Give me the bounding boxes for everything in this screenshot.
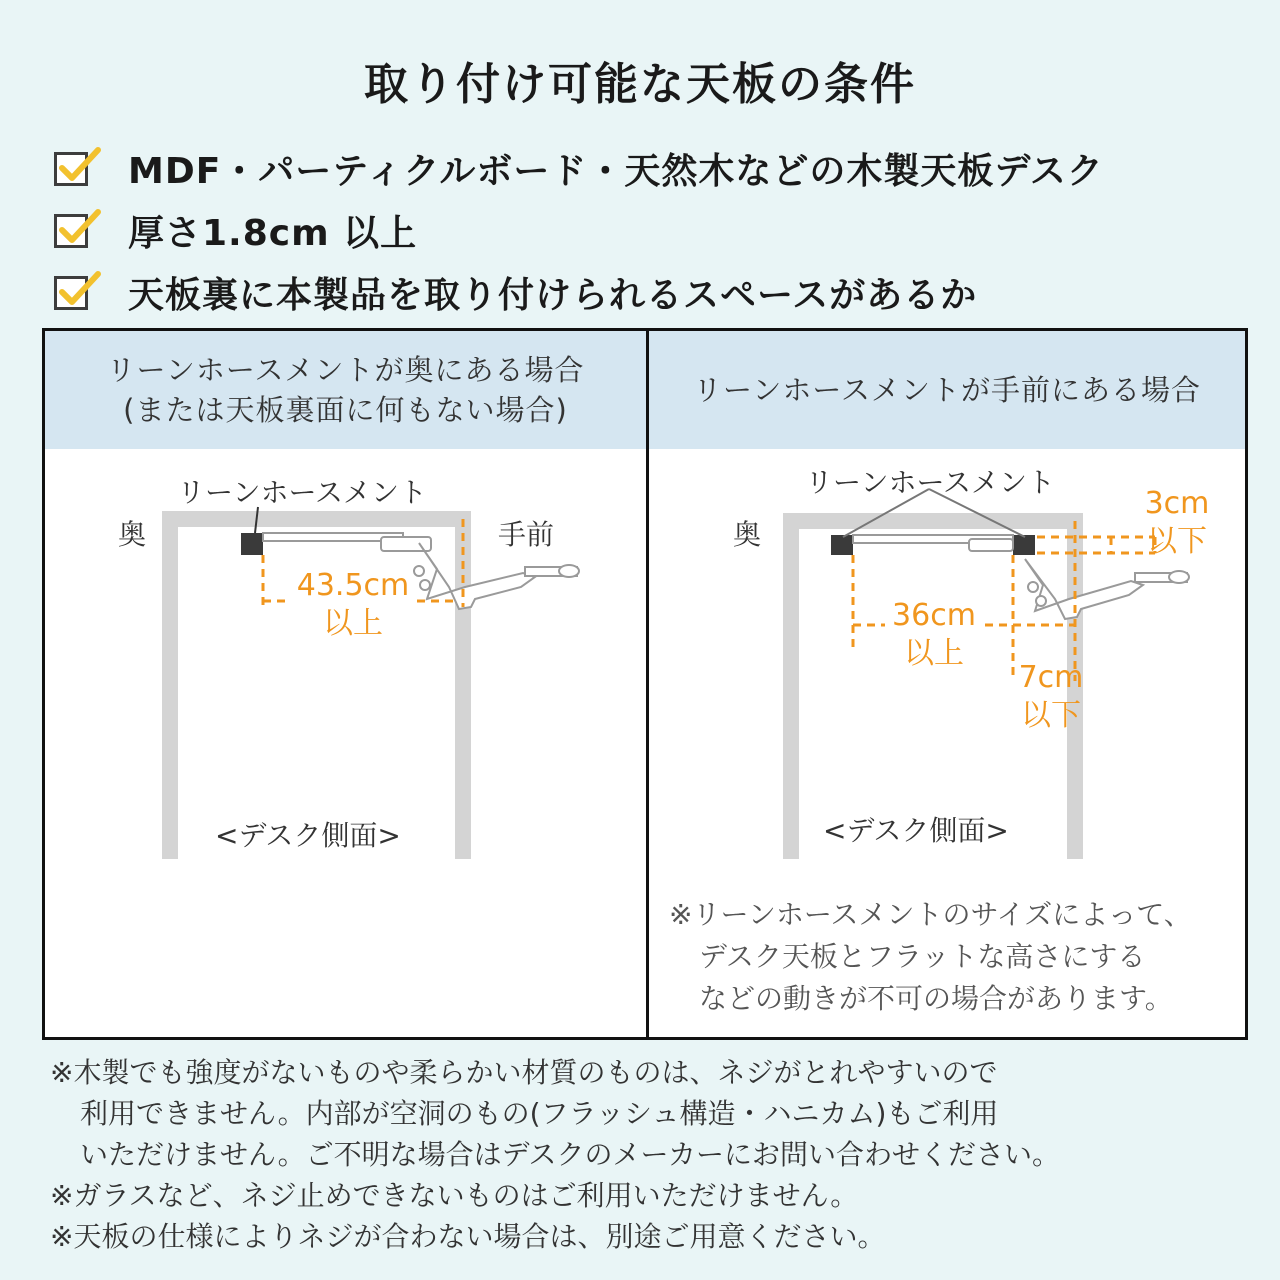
right-header-text: リーンホースメントが手前にある場合 [693, 373, 1201, 407]
left-header-line1: リーンホースメントが奥にある場合 [106, 353, 585, 387]
dimension-small-label: 7cm 以下 [1018, 660, 1084, 733]
footnote-line: 利用できません。内部が空洞のもの(フラッシュ構造・ハニカム)もご利用 [80, 1097, 999, 1130]
right-panel-note: ※リーンホースメントのサイズによって、 デスク天板とフラットな高さにする などの動きが不可の場合があります。 [669, 898, 1192, 1015]
left-diagram [45, 449, 646, 1037]
page-title: 取り付け可能な天板の条件 [364, 59, 916, 110]
footnote-line: ※天板の仕様によりネジが合わない場合は、別途ご用意ください。 [50, 1220, 886, 1253]
back-label: 奥 [733, 518, 762, 551]
front-label: 手前 [498, 518, 555, 551]
right-panel-header [649, 331, 1245, 449]
left-header-line2: (または天板裏面に何もない場合) [123, 393, 568, 427]
reinforcement-label: リーンホースメント [805, 466, 1056, 499]
condition-list [52, 138, 1104, 322]
dimension-top-label: 3cm 以下 [1144, 486, 1210, 559]
condition-item [52, 138, 1104, 198]
back-label: 奥 [118, 518, 147, 551]
desk-side-caption: <デスク側面> [215, 819, 401, 852]
reinforcement-block-front [1013, 535, 1035, 555]
condition-item [52, 262, 1104, 322]
checkbox-checked-icon [52, 270, 96, 314]
dimension-label: 43.5cm 以上 [296, 568, 410, 641]
right-diagram [649, 449, 1245, 1037]
checkbox-checked-icon [52, 146, 96, 190]
footnotes [50, 1052, 1250, 1257]
reinforcement-block-back [831, 535, 853, 555]
condition-text: 天板裏に本製品を取り付けられるスペースがあるか [128, 274, 978, 316]
dimension-width-label: 36cm 以上 [892, 598, 976, 671]
reinforcement-block [241, 533, 263, 555]
condition-text: MDF・パーティクルボード・天然木などの木製天板デスク [128, 150, 1104, 192]
footnote-line: ※木製でも強度がないものや柔らかい材質のものは、ネジがとれやすいので [50, 1056, 998, 1089]
condition-text: 厚さ1.8cm 以上 [128, 212, 418, 254]
left-panel-header [45, 331, 646, 449]
diagram-frame [42, 328, 1248, 1040]
desk-side-caption: <デスク側面> [823, 814, 1009, 847]
reinforcement-label: リーンホースメント [177, 476, 428, 509]
footnote-line: ※ガラスなど、ネジ止めできないものはご利用いただけません。 [50, 1179, 859, 1212]
condition-item [52, 200, 1104, 260]
footnote-line: いただけません。ご不明な場合はデスクのメーカーにお問い合わせください。 [80, 1138, 1061, 1171]
checkbox-checked-icon [52, 208, 96, 252]
